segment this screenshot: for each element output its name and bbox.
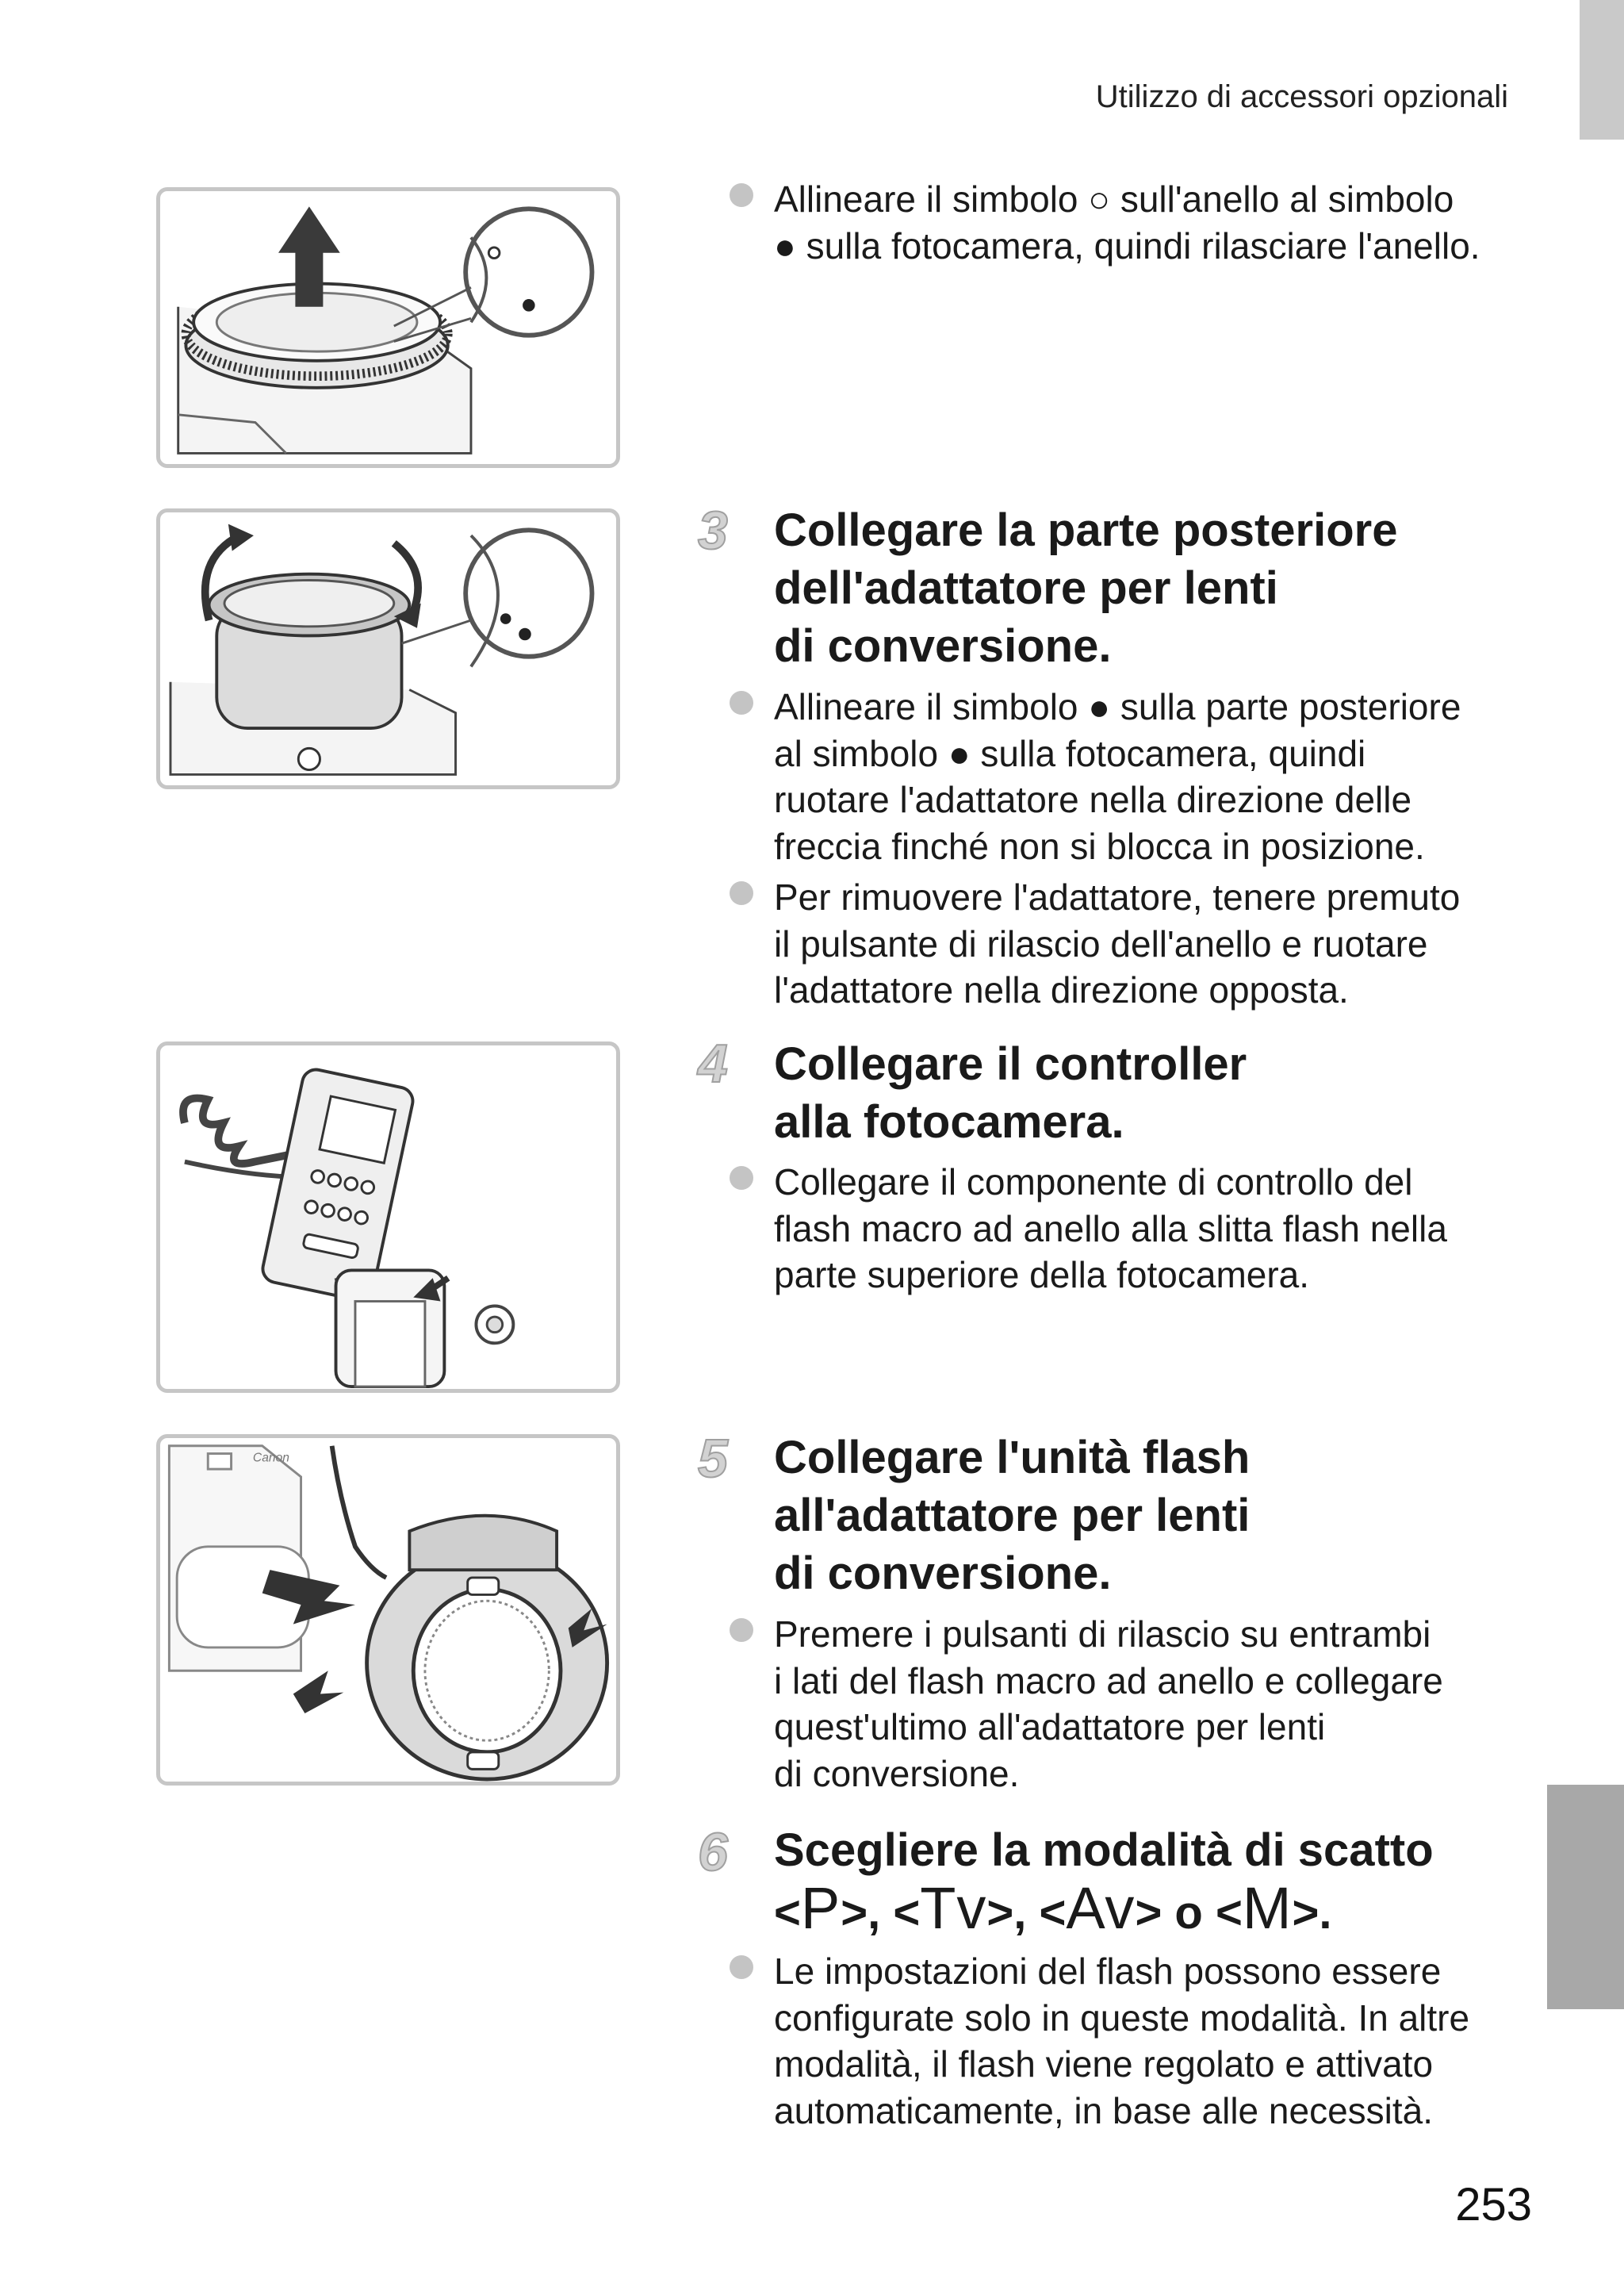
step-number: 5 (698, 1429, 728, 1489)
step-title: Collegare l'unità flash all'adattatore per lenti di conversione. (774, 1432, 1251, 1599)
step-paragraph: Le impostazioni del flash possono essere configurate solo in queste modalità. In altre modalità, il flash viene regolato e attivato automaticamente, in base alle necessità. (774, 1951, 1470, 2131)
mode-tv: Tv (920, 1875, 987, 1941)
controller-illustration (160, 1045, 616, 1389)
figure-controller-camera (156, 1041, 620, 1393)
mode-p: P (800, 1875, 841, 1941)
figure-attach-adapter (156, 508, 620, 789)
adapter-attach-illustration (160, 512, 616, 785)
step-number: 4 (698, 1034, 728, 1094)
section-header-title: Utilizzo di accessori opzionali (1095, 79, 1508, 114)
bullet-icon (730, 183, 753, 207)
step-paragraph: Allineare il simbolo ● sulla parte posteriore al simbolo ● sulla fotocamera, quindi ruotare l'adattatore nella direzione delle freccia finché non si blocca in posizione. (774, 686, 1461, 867)
bullet-icon (730, 1618, 753, 1642)
step-title: Scegliere la modalità di scatto <P>, <Tv>, <Av> o <M>. (774, 1821, 1535, 1942)
rotate-arrow-left-icon (228, 524, 254, 551)
figure-remove-ring (156, 187, 620, 468)
bullet-icon (730, 1166, 753, 1190)
press-arrow-left-icon (293, 1671, 344, 1713)
shooting-modes: <P>, <Tv>, <Av> o <M>. (774, 1875, 1332, 1941)
step-paragraph: Per rimuovere l'adattatore, tenere premuto il pulsante di rilascio dell'anello e ruotare l'adattatore nella direzione opposta. (774, 876, 1461, 1011)
bullet-icon (730, 881, 753, 905)
ring-flash-illustration (160, 1438, 616, 1782)
page-number: 253 (1455, 2179, 1532, 2231)
step-number: 6 (698, 1822, 728, 1882)
step-paragraph: Premere i pulsanti di rilascio su entrambi i lati del flash macro ad anello e collegare quest'ultimo all'adattatore per lenti di conversione. (774, 1613, 1443, 1794)
mode-m: M (1242, 1875, 1293, 1941)
step-paragraph: Collegare il componente di controllo del flash macro ad anello alla slitta flash nella parte superiore della fotocamera. (774, 1161, 1447, 1295)
section-tab-side (1547, 1785, 1624, 2009)
step-title: Collegare la parte posteriore dell'adattatore per lenti di conversione. (774, 504, 1398, 672)
bullet-icon (730, 1955, 753, 1979)
brand-label: Canon (252, 1451, 289, 1465)
step-title: Collegare il controller alla fotocamera. (774, 1038, 1247, 1148)
ring-removal-illustration (160, 191, 616, 464)
intro-paragraph: Allineare il simbolo ○ sull'anello al simbolo ● sulla fotocamera, quindi rilasciare l'anello. (774, 178, 1480, 267)
mode-av: Av (1066, 1875, 1136, 1941)
bullet-icon (730, 691, 753, 715)
figure-ring-flash (156, 1434, 620, 1786)
section-tab-top (1580, 0, 1624, 140)
step-number: 3 (698, 501, 728, 561)
